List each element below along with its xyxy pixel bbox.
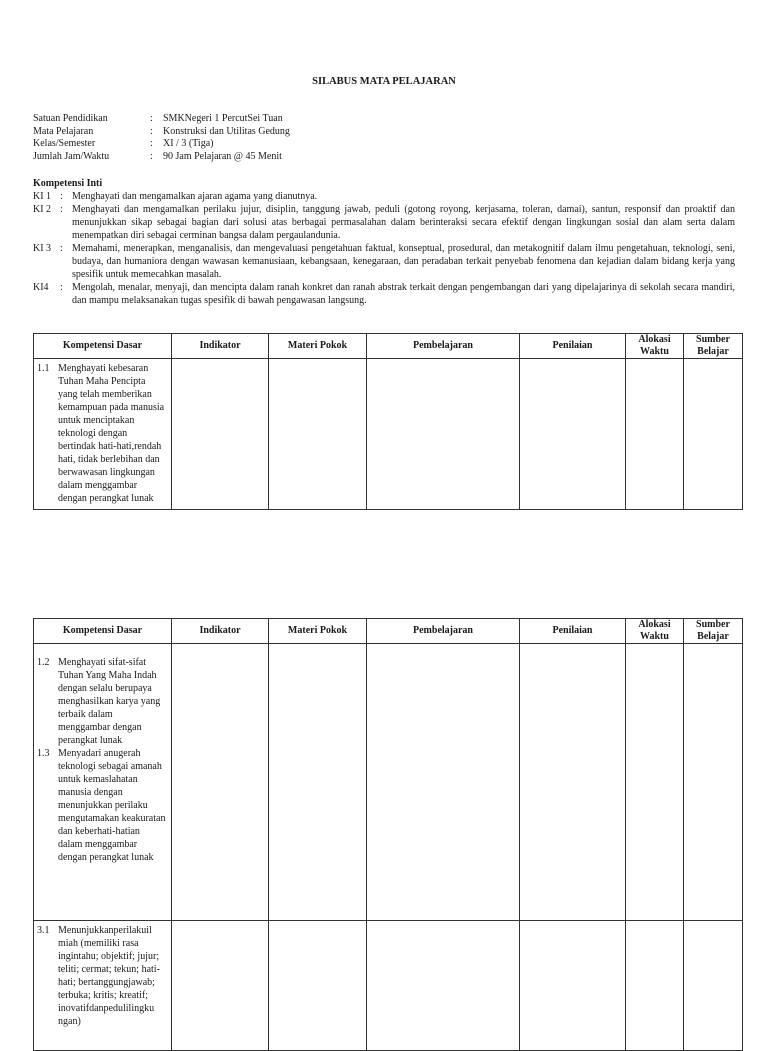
info-row (33, 150, 290, 163)
ki-text: Menghayati dan mengamalkan perilaku jujur, disiplin, tanggung jawab, peduli (gotong royong, kerjasama, toleran, damai), santun, responsif dan proaktif dan menunjukkan sikap sebagai bagian dari solusi atas berbagai permasalahan dalam berinteraksi secara efektif dengan lingkungan sosial dan alam serta dalam menempatkan diri sebagai cerminan bangsa dalam pergaulandunia. (72, 204, 735, 241)
col-header-penilaian: Penilaian (520, 334, 626, 359)
ki-text: Mengolah, menalar, menyaji, dan mencipta dalam ranah konkret dan ranah abstrak terkait dengan pengembangan dari yang dipelajarinya di sekolah secara mandiri, dan mampu melaksanakan tugas spesifik di bawah pengawasan langsung. (72, 282, 735, 306)
ki-heading: Kompetensi Inti (33, 178, 103, 189)
kd-text: Menyadari anugerah teknologi sebagai amanah untuk kemaslahatan manusia dengan menunjukkan perilaku mengutamakan keakuratan dan keberhati-hatian dalam menggambar dengan perangkat lunak (58, 748, 166, 863)
sumber-cell (684, 359, 743, 510)
syllabus-table-2 (33, 618, 743, 1051)
penilaian-cell (520, 921, 626, 1051)
kd-number: 1.1 (37, 363, 50, 374)
ki-colon: : (60, 191, 63, 202)
indikator-cell (172, 644, 269, 921)
pembelajaran-cell (367, 644, 520, 921)
info-colon: : (150, 138, 153, 149)
ki-colon: : (60, 243, 63, 254)
col-header-materi-pokok: Materi Pokok (269, 619, 367, 644)
ki-row (33, 203, 735, 242)
kd-text: Menunjukkanperilakuil miah (memiliki rasa ingintahu; objektif; jujur; teliti; cermat; tekun; hati-hati; bertanggungjawab; terbuka; kritis; kreatif; inovatifdanpedulilingku ngan) (58, 925, 160, 1027)
sumber-cell (684, 921, 743, 1051)
kd-text: Menghayati sifat-sifat Tuhan Yang Maha Indah dengan selalu berupaya menghasilkan karya yang terbaik dalam menggambar dengan perangkat lunak (58, 657, 161, 746)
info-label: Jumlah Jam/Waktu (33, 150, 110, 162)
penilaian-cell (520, 359, 626, 510)
ki-row (33, 190, 735, 203)
kd-cell (34, 644, 172, 921)
kd-cell (34, 359, 172, 510)
col-header-alokasi-waktu: Alokasi Waktu (626, 619, 684, 644)
col-header-alokasi-waktu: Alokasi Waktu (626, 334, 684, 359)
kd-cell (34, 921, 172, 1051)
col-header-penilaian: Penilaian (520, 619, 626, 644)
kd-number: 1.3 (37, 748, 50, 759)
info-value: 90 Jam Pelajaran @ 45 Menit (163, 150, 282, 162)
ki-text: Menghayati dan mengamalkan ajaran agama yang dianutnya. (72, 191, 318, 202)
ki-code: KI 3 (33, 243, 52, 254)
info-label: Mata Pelajaran (33, 125, 94, 137)
document-title: SILABUS MATA PELAJARAN (312, 76, 456, 87)
kd-text: Menghayati kebesaran Tuhan Maha Pencipta yang telah memberikan kemampuan pada manusia untuk menciptakan teknologi dengan bertindak hati-hati,rendah hati, tidak berlebihan dan berwawasan lingkungan dalam menggambar dengan perangkat lunak (58, 363, 165, 504)
info-row (33, 125, 290, 138)
kd-item (37, 924, 168, 1028)
col-header-indikator: Indikator (172, 334, 269, 359)
col-header-kompetensi-dasar: Kompetensi Dasar (34, 334, 172, 359)
indikator-cell (172, 359, 269, 510)
info-colon: : (150, 150, 153, 162)
info-value: Konstruksi dan Utilitas Gedung (163, 125, 290, 137)
ki-code: KI 2 (33, 204, 52, 215)
col-header-pembelajaran: Pembelajaran (367, 334, 520, 359)
info-label: Satuan Pendidikan (33, 113, 108, 124)
materi-cell (269, 921, 367, 1051)
kd-number: 3.1 (37, 925, 50, 936)
table-row (34, 921, 743, 1051)
info-value: SMKNegeri 1 PercutSei Tuan (163, 113, 283, 124)
ki-colon: : (60, 204, 63, 215)
col-header-sumber-belajar: Sumber Belajar (684, 334, 743, 359)
info-label: Kelas/Semester (33, 138, 96, 149)
indikator-cell (172, 921, 269, 1051)
kompetensi-inti-section (33, 177, 735, 307)
materi-cell (269, 644, 367, 921)
info-row (33, 112, 290, 125)
col-header-indikator: Indikator (172, 619, 269, 644)
kd-item (37, 747, 168, 864)
ki-row (33, 281, 735, 307)
alokasi-cell (626, 644, 684, 921)
col-header-kompetensi-dasar: Kompetensi Dasar (34, 619, 172, 644)
pembelajaran-cell (367, 921, 520, 1051)
col-header-sumber-belajar: Sumber Belajar (684, 619, 743, 644)
ki-row (33, 242, 735, 281)
table-header-row (34, 334, 743, 359)
info-value: XI / 3 (Tiga) (163, 138, 214, 149)
pembelajaran-cell (367, 359, 520, 510)
alokasi-cell (626, 921, 684, 1051)
sumber-cell (684, 644, 743, 921)
penilaian-cell (520, 644, 626, 921)
ki-text: Memahami, menerapkan, menganalisis, dan mengevaluasi pengetahuan faktual, konseptual, prosedural, dan metakognitif dalam ilmu pengetahuan, teknologi, seni, budaya, dan humaniora dengan wawasan kemanusiaan, kebangsaan, kenegaraan, dan peradaban terkait penyebab fenomena dan kejadian dalam bidang kerja yang spesifik untuk memecahkan masalah. (72, 243, 735, 280)
kd-item (37, 656, 168, 747)
table-row (34, 359, 743, 510)
kd-item (37, 362, 168, 505)
info-colon: : (150, 125, 153, 137)
table-header-row (34, 619, 743, 644)
materi-cell (269, 359, 367, 510)
table-row (34, 644, 743, 921)
identity-block (33, 112, 290, 162)
ki-code: KI4 (33, 282, 49, 293)
ki-code: KI 1 (33, 191, 52, 202)
syllabus-table-1 (33, 333, 743, 510)
ki-colon: : (60, 282, 63, 293)
col-header-materi-pokok: Materi Pokok (269, 334, 367, 359)
info-row (33, 137, 290, 150)
alokasi-cell (626, 359, 684, 510)
kd-number: 1.2 (37, 657, 50, 668)
info-colon: : (150, 113, 153, 124)
col-header-pembelajaran: Pembelajaran (367, 619, 520, 644)
